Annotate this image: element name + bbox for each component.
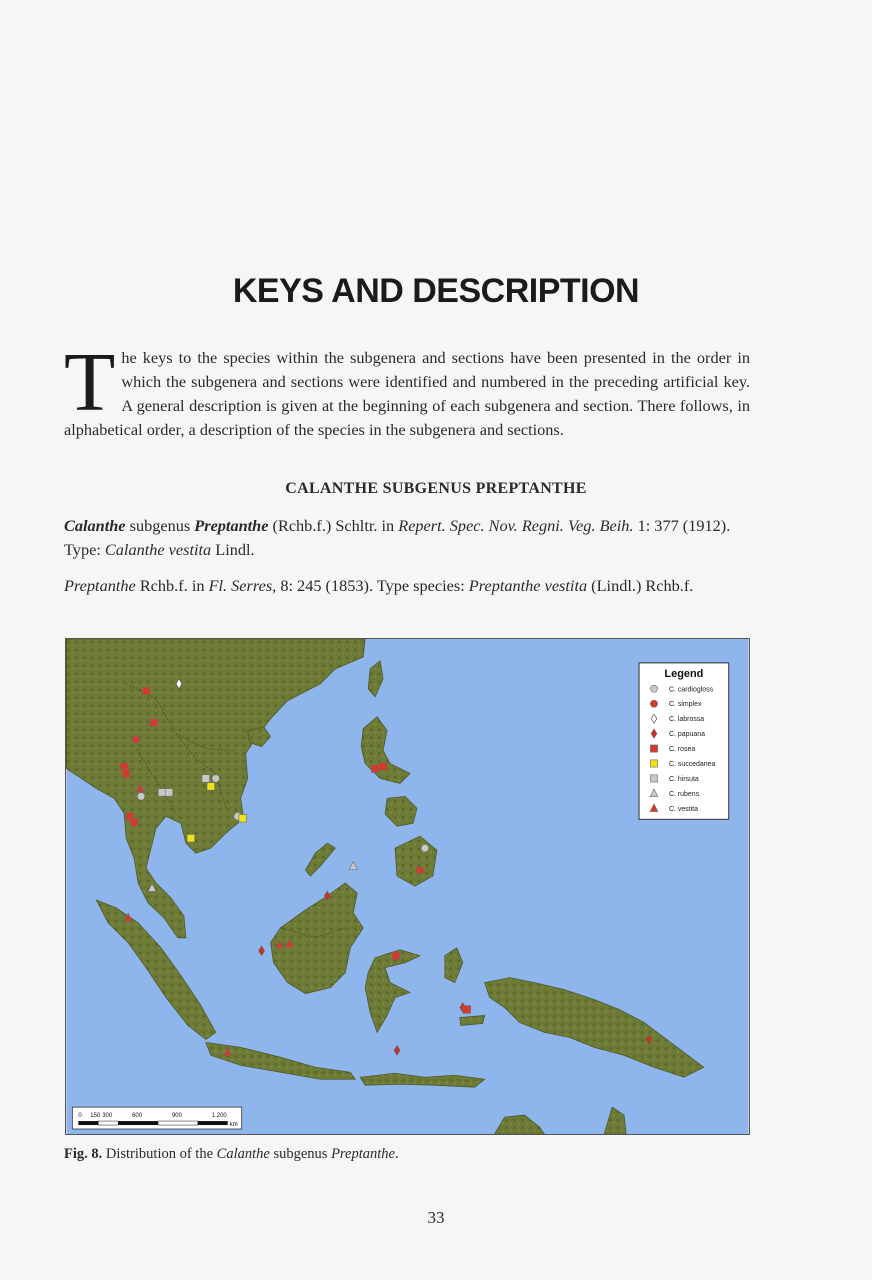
page-title: KEYS AND DESCRIPTION xyxy=(232,272,640,310)
marker xyxy=(130,818,138,826)
marker xyxy=(122,770,130,778)
marker xyxy=(392,952,400,960)
synonym-genus: Preptanthe xyxy=(64,576,136,595)
journal-name: Fl. Serres xyxy=(208,576,273,595)
marker xyxy=(137,793,145,801)
marker xyxy=(207,783,215,791)
distribution-map xyxy=(65,638,750,1135)
drop-cap: T xyxy=(64,336,116,429)
legend-symbol xyxy=(650,760,657,767)
intro-paragraph xyxy=(64,336,750,442)
marker xyxy=(187,834,195,842)
legend-label: C. hirsuta xyxy=(668,775,699,783)
text-span: 1: 377 (1912). Type: xyxy=(64,516,731,559)
scale-label: 0 xyxy=(78,1113,82,1120)
marker xyxy=(379,763,387,771)
text-span: subgenus xyxy=(125,516,195,535)
legend-symbol xyxy=(650,775,657,782)
legend xyxy=(639,663,729,819)
intro-text: he keys to the species within the subgenera and sections have been presented in the order in which the subgenera and sections were identified and numbered in the preceding artificial key. A general description is given at the beginning of each subgenera and section. There follows, in alphabetical order, a description of the species in the subgenera and sections. xyxy=(64,348,750,439)
legend-label: C. rosea xyxy=(668,746,696,754)
legend-label: C. vestita xyxy=(668,805,698,813)
marker xyxy=(132,736,140,744)
synonym-citation xyxy=(64,574,750,598)
journal-name: Repert. Spec. Nov. Regni. Veg. Beih. xyxy=(398,516,634,535)
marker xyxy=(421,844,429,852)
legend-symbol xyxy=(650,745,657,752)
page-number: 33 xyxy=(427,1208,445,1227)
subgenus-citation xyxy=(64,514,750,562)
figure-label: Fig. 8. xyxy=(64,1146,103,1162)
marker xyxy=(142,687,150,695)
legend-label: C. cardiogloss xyxy=(668,686,714,694)
marker xyxy=(416,866,424,874)
legend-label: C. simplex xyxy=(668,701,702,709)
text-span: subgenus xyxy=(269,1146,332,1162)
marker xyxy=(212,775,220,783)
text-span: Lindl. xyxy=(211,540,255,559)
scale-label: 900 xyxy=(171,1113,182,1120)
scale-label: 600 xyxy=(132,1113,143,1120)
scale-bar xyxy=(72,1107,241,1129)
marker xyxy=(371,765,379,773)
marker xyxy=(150,719,158,727)
marker xyxy=(463,1006,471,1014)
scale-label: 300 xyxy=(102,1113,113,1120)
text-span: . xyxy=(394,1146,399,1162)
scale-label: 1,200 xyxy=(211,1113,227,1120)
marker xyxy=(158,789,166,797)
section-heading: CALANTHE SUBGENUS PREPTANTHE xyxy=(285,480,587,497)
marker xyxy=(165,789,173,797)
legend-label: C. papuana xyxy=(668,731,705,739)
legend-label: C. rubens xyxy=(668,790,700,798)
subgenus-name: Preptanthe xyxy=(194,516,269,535)
type-species: Preptanthe vestita xyxy=(468,576,588,595)
marker xyxy=(239,814,247,822)
marker xyxy=(120,763,128,771)
text-span: (Lindl.) Rchb.f. xyxy=(587,576,694,595)
legend-symbol xyxy=(650,685,657,692)
marker xyxy=(202,775,210,783)
legend-title: Legend xyxy=(664,667,704,680)
caption-subgenus: Preptanthe xyxy=(331,1146,395,1162)
scale-label: 150 xyxy=(90,1113,101,1120)
legend-label: C. succedanea xyxy=(668,760,716,768)
caption-genus: Calanthe xyxy=(216,1146,270,1162)
legend-symbol xyxy=(650,700,657,707)
genus-name: Calanthe xyxy=(64,516,126,535)
scale-unit: km xyxy=(229,1122,238,1129)
text-span: (Rchb.f.) Schltr. in xyxy=(268,516,399,535)
text-span: Rchb.f. in xyxy=(135,576,209,595)
text-span: , 8: 245 (1853). Type species: xyxy=(272,576,469,595)
legend-label: C. labrossa xyxy=(668,716,705,724)
figure-caption xyxy=(64,1146,399,1163)
text-span: Distribution of the xyxy=(102,1146,217,1162)
type-name: Calanthe vestita xyxy=(104,540,212,559)
